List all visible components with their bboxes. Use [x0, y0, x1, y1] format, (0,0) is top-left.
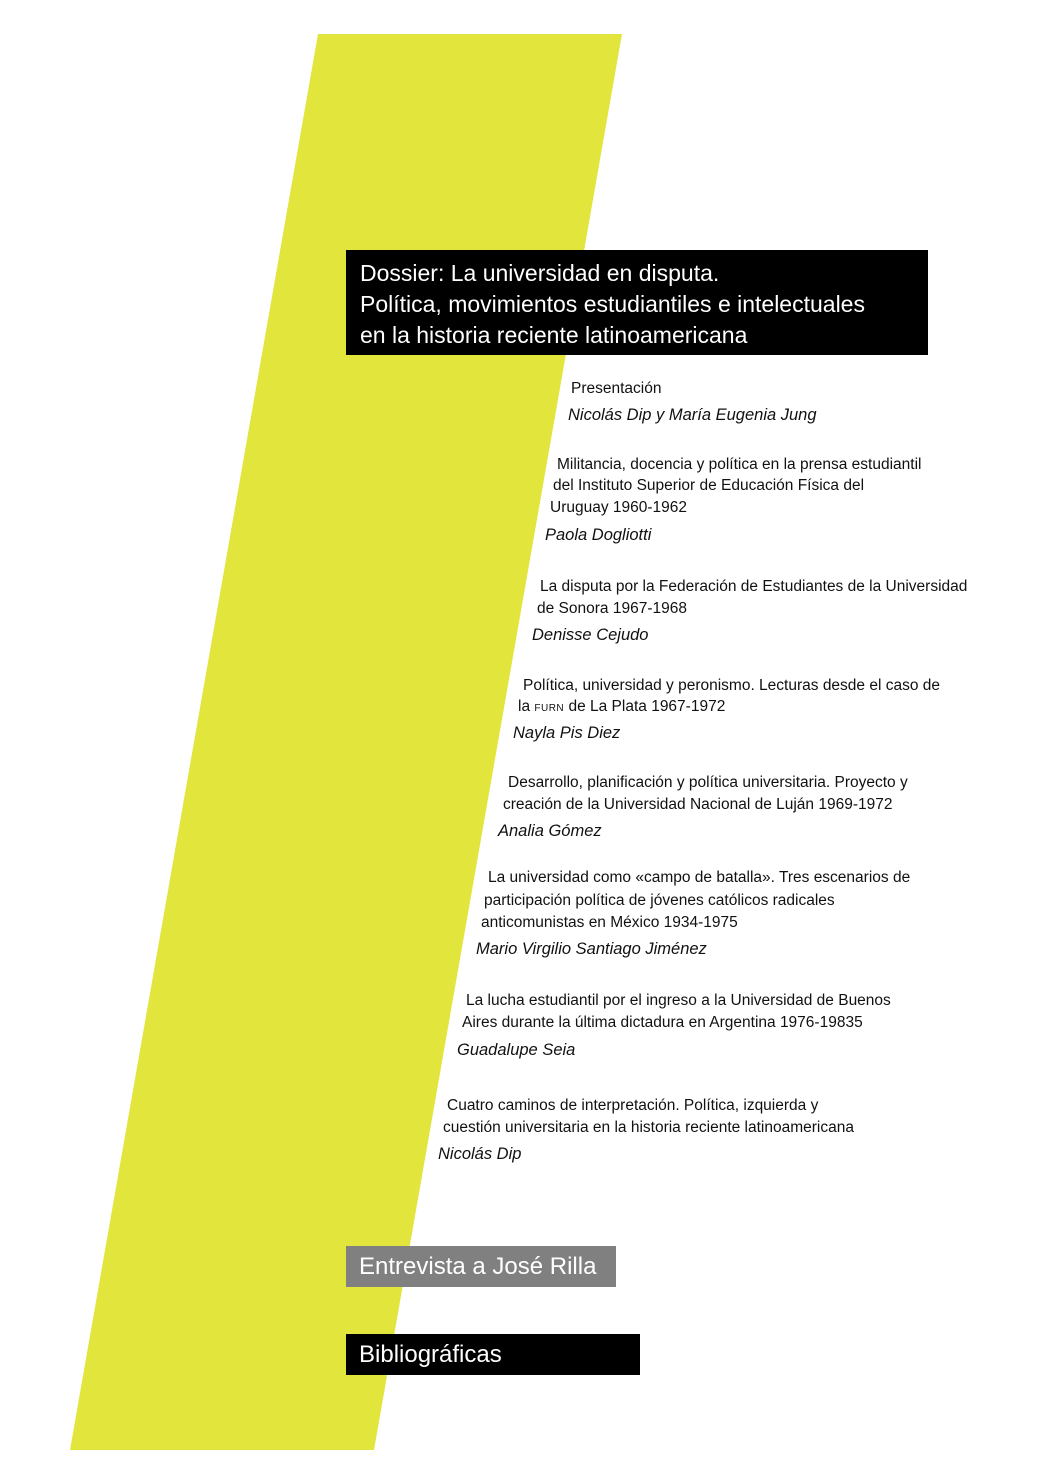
entry-title-line: creación de la Universidad Nacional de Luján 1969-1972 [503, 796, 893, 813]
entry-author: Denisse Cejudo [532, 626, 649, 644]
entry-title-line: cuestión universitaria en la historia reciente latinoamericana [443, 1119, 854, 1136]
entry-author: Mario Virgilio Santiago Jiménez [476, 940, 707, 958]
entry-title-line: participación política de jóvenes católicos radicales [484, 892, 835, 909]
entry-title-line: La universidad como «campo de batalla». Tres escenarios de [488, 869, 911, 886]
entry-title-line: Aires durante la última dictadura en Argentina 1976-19835 [462, 1014, 863, 1031]
entry-author: Paola Dogliotti [545, 526, 652, 544]
dossier-title-line-2: Política, movimientos estudiantiles e intelectuales [360, 291, 865, 317]
entry-title-line: anticomunistas en México 1934-1975 [481, 914, 738, 931]
entry-title-line: Desarrollo, planificación y política universitaria. Proyecto y [508, 774, 908, 791]
furn-acronym: FURN [534, 703, 565, 714]
section-interview[interactable]: Entrevista a José Rilla [346, 1246, 616, 1287]
entry-title-line: La lucha estudiantil por el ingreso a la Universidad de Buenos [466, 992, 891, 1009]
entry-title-line: La disputa por la Federación de Estudiantes de la Universidad [540, 578, 968, 595]
entry-author: Nicolás Dip y María Eugenia Jung [568, 406, 817, 424]
dossier-header [346, 250, 928, 355]
furn-prefix: la [518, 698, 535, 715]
entry-title-line: del Instituto Superior de Educación Física del [553, 477, 865, 494]
entry-title-line: Política, universidad y peronismo. Lecturas desde el caso de [523, 677, 941, 694]
entry-title-line [518, 698, 725, 716]
entry-author: Guadalupe Seia [457, 1041, 576, 1059]
furn-suffix: de La Plata 1967-1972 [564, 698, 726, 715]
entry-title-line: Militancia, docencia y política en la prensa estudiantil [557, 456, 922, 473]
dossier-title-line-1: Dossier: La universidad en disputa. [360, 260, 720, 286]
entry-author: Nayla Pis Diez [513, 724, 621, 742]
entry-title-line: de Sonora 1967-1968 [537, 600, 687, 617]
entry-author: Nicolás Dip [438, 1145, 522, 1163]
entry-title-line: Presentación [571, 380, 662, 397]
entry-title-line: Cuatro caminos de interpretación. Política, izquierda y [447, 1097, 819, 1114]
section-reviews[interactable]: Bibliográficas [346, 1334, 640, 1375]
dossier-title-line-3: en la historia reciente latinoamericana [360, 322, 748, 348]
entry-title-line: Uruguay 1960-1962 [550, 499, 688, 516]
entry-author: Analia Gómez [498, 822, 602, 840]
